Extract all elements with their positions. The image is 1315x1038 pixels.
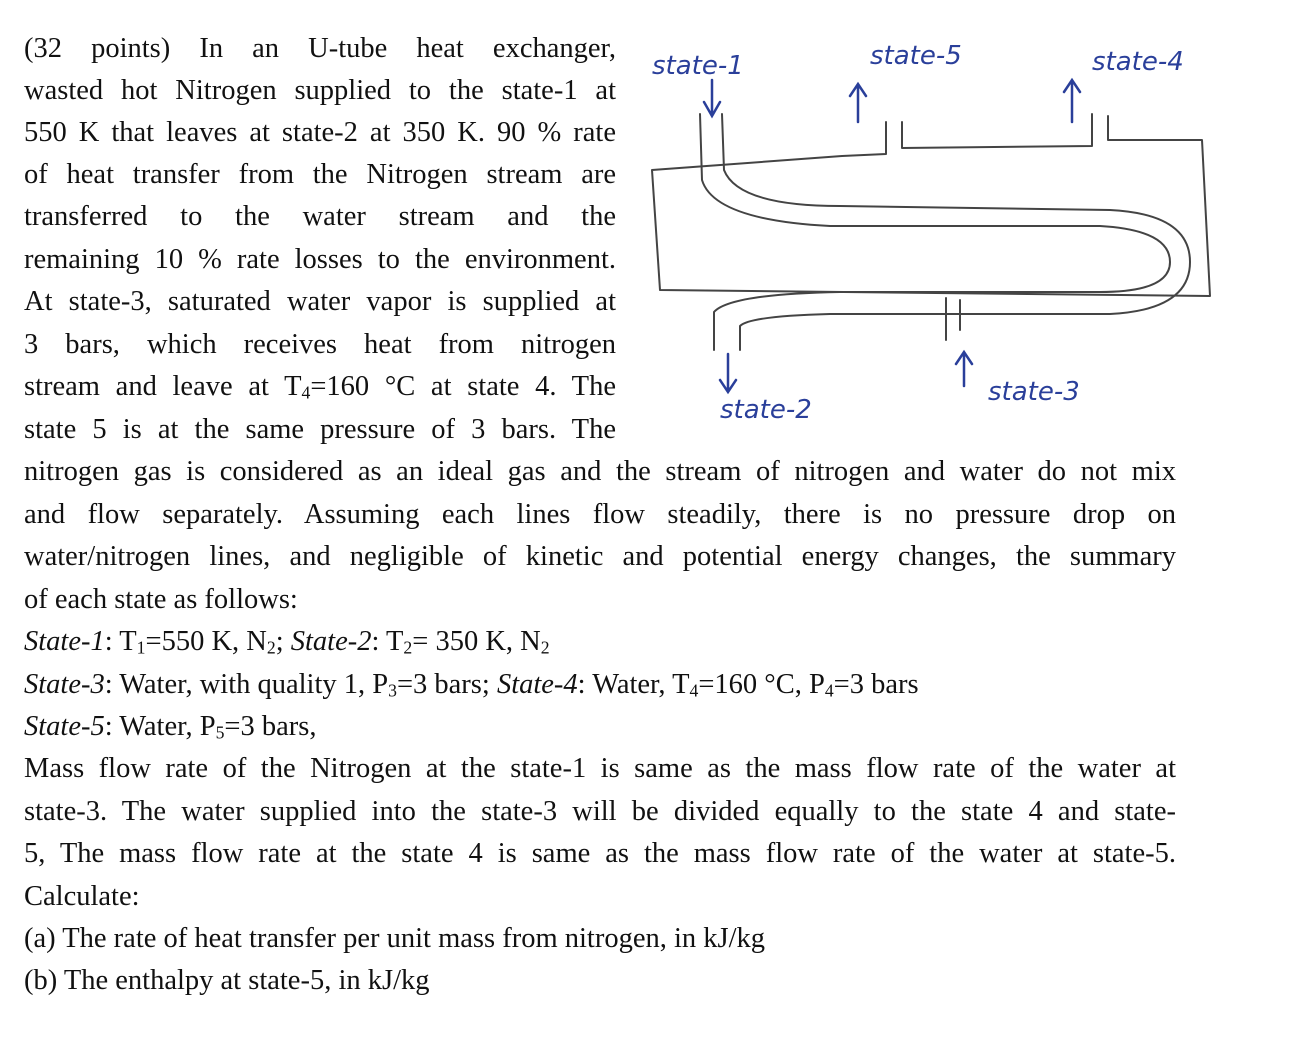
state-4-text-2: =160 °C, P [698, 669, 825, 700]
state-3-sub-p: 3 [388, 680, 397, 701]
label-state-5: state-5 [870, 41, 962, 71]
problem-wide-line-4: of each state as follows: [24, 584, 298, 615]
question-a: (a) The rate of heat transfer per unit mass from nitrogen, in kJ/kg [24, 923, 766, 954]
mass-flow-line-3: 5, The mass flow rate at the state 4 is same as the mass flow rate of the water at state-5. [24, 838, 1176, 869]
problem-intro-line-3: 550 K that leaves at state-2 at 350 K. 90 % rate [24, 117, 616, 148]
problem-intro-line-6: remaining 10 % rate losses to the environment. [24, 244, 616, 275]
arrow-state-4 [1064, 80, 1080, 122]
state-2-sub-n: 2 [540, 637, 550, 658]
state-5-sub-p: 5 [215, 722, 225, 743]
state-5-text: : Water, P [104, 711, 216, 742]
state-summary-line-1 [24, 625, 550, 659]
label-state-2: state-2 [720, 395, 812, 425]
state-4-sub-t: 4 [689, 680, 699, 701]
problem-wide-line-2: and flow separately. Assuming each lines flow steadily, there is no pressure drop on [24, 499, 1176, 530]
state-3-text: : Water, with quality 1, P [104, 669, 389, 700]
intro-line-9-before: stream and leave at T [24, 371, 302, 402]
state-4-label: State-4 [496, 669, 578, 700]
u-tube-heat-exchanger-diagram [630, 30, 1230, 440]
state-1-sep: ; [275, 626, 291, 657]
state-4-sub-p: 4 [824, 680, 834, 701]
label-state-3: state-3 [988, 377, 1080, 407]
state-4-text-3: =3 bars [833, 669, 919, 700]
state-2-text: : T [371, 626, 404, 657]
state-1-label: State-1 [24, 626, 105, 657]
problem-intro-line-8: 3 bars, which receives heat from nitrogen [24, 329, 616, 360]
shell-bottom-nozzle [946, 298, 960, 340]
problem-wide-line-3: water/nitrogen lines, and negligible of kinetic and potential energy changes, the summary [24, 541, 1176, 572]
shell-outline [652, 114, 1210, 296]
intro-line-9-sub: 4 [301, 382, 311, 403]
arrow-state-2 [720, 354, 736, 392]
state-2-sub-t: 2 [403, 637, 413, 658]
intro-line-9-after: =160 °C at state 4. The [310, 371, 616, 402]
problem-intro-line-5: transferred to the water stream and the [24, 201, 616, 232]
mass-flow-line-1: Mass flow rate of the Nitrogen at the state-1 is same as the mass flow rate of the water at [24, 753, 1176, 784]
arrow-state-1 [704, 80, 720, 116]
state-summary-line-2 [24, 668, 919, 702]
state-summary-line-3 [24, 710, 316, 744]
state-1-sub-t: 1 [136, 637, 146, 658]
state-1-text: : T [104, 626, 137, 657]
u-tube-inner [722, 114, 1190, 350]
state-1-text-2: =550 K, N [145, 626, 267, 657]
problem-intro-line-2: wasted hot Nitrogen supplied to the state-1 at [24, 75, 616, 106]
problem-intro-line-7: At state-3, saturated water vapor is supplied at [24, 286, 616, 317]
label-state-1: state-1 [652, 51, 744, 81]
problem-intro-line-9 [24, 370, 616, 404]
state-4-text: : Water, T [577, 669, 690, 700]
arrow-state-3 [956, 352, 972, 386]
state-2-text-2: = 350 K, N [412, 626, 541, 657]
state-5-text-2: =3 bars, [224, 711, 317, 742]
state-5-label: State-5 [24, 711, 105, 742]
state-3-label: State-3 [24, 669, 105, 700]
mass-flow-line-2: state-3. The water supplied into the state-3 will be divided equally to the state 4 and state- [24, 796, 1176, 827]
calculate-heading: Calculate: [24, 881, 140, 912]
problem-wide-line-1: nitrogen gas is considered as an ideal gas and the stream of nitrogen and water do not mix [24, 456, 1176, 487]
problem-intro-line-4: of heat transfer from the Nitrogen stream are [24, 159, 616, 190]
state-1-sub-n: 2 [266, 637, 276, 658]
problem-intro-line-10: state 5 is at the same pressure of 3 bars. The [24, 414, 616, 445]
label-state-4: state-4 [1092, 47, 1184, 77]
question-b: (b) The enthalpy at state-5, in kJ/kg [24, 965, 430, 996]
arrow-state-5 [850, 84, 866, 122]
state-2-label: State-2 [290, 626, 372, 657]
problem-intro-line-1: (32 points) In an U-tube heat exchanger, [24, 33, 616, 64]
state-3-text-2: =3 bars; [396, 669, 497, 700]
